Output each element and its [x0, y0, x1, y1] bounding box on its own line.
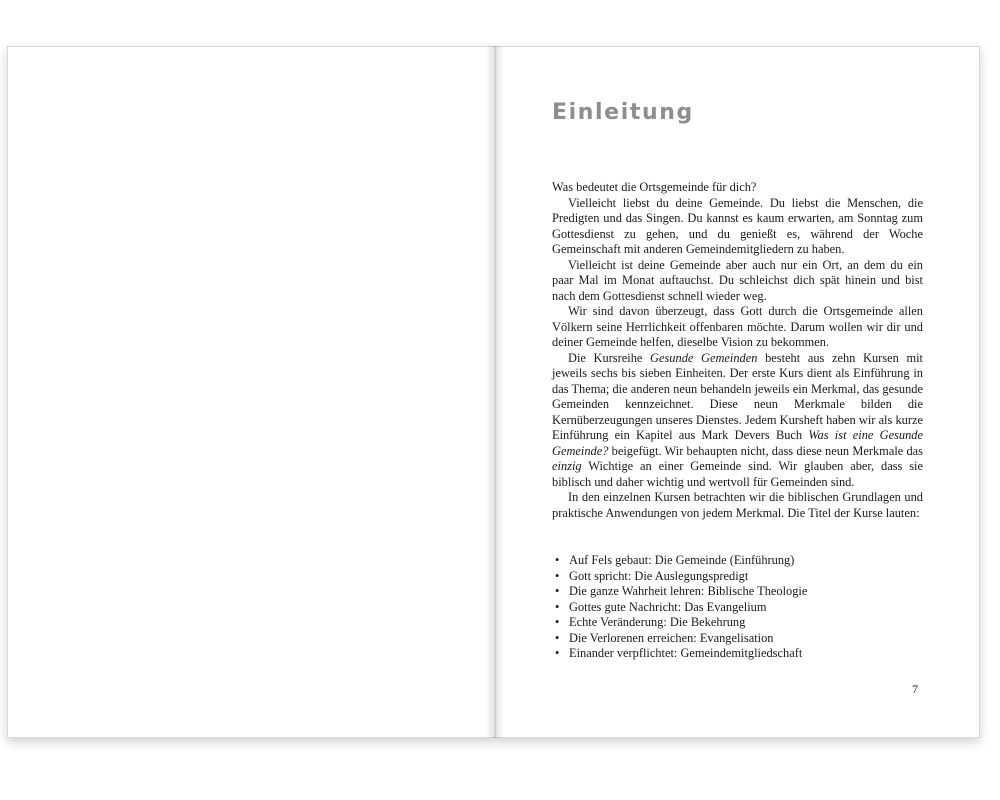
bullet-icon: •: [555, 568, 560, 583]
bullet-icon: •: [555, 630, 560, 645]
series-text-part4: Wichtige an einer Gemeinde sind. Wir glauben aber, dass sie biblisch und daher wichtig und wertvoll für Gemeinden sind.: [552, 459, 923, 489]
left-page: [7, 46, 495, 738]
list-item: [555, 553, 915, 569]
bullet-icon: •: [555, 584, 560, 598]
course-title: Echte Veränderung: Die Bekehrung: [569, 615, 746, 629]
series-text-part1: Die Kursreihe: [568, 350, 651, 365]
list-item: [555, 646, 915, 662]
bullet-icon: •: [555, 553, 560, 567]
series-text-part2: besteht aus zehn Kursen mit jeweils sechs bis sieben Einheiten. Der erste Kurs dient als Einführung in das Thema; die anderen neun behandeln jeweils ein Merkmal, das gesunde Gemeinden kennzeichnet. Diese neun Merkmale bilden die Kernüberzeugungen unseres Dienstes. Jedem Kursheft haben wir als kurze Einführung ein Kapitel aus Mark Devers Buch: [552, 350, 923, 442]
opening-question: Was bedeutet die Ortsgemeinde für dich?: [552, 180, 757, 194]
course-title: Die Verlorenen erreichen: Evangelisation: [569, 630, 774, 645]
list-item: [555, 584, 915, 600]
course-title: Die ganze Wahrheit lehren: Biblische Theologie: [569, 584, 808, 598]
course-title: Gott spricht: Die Auslegungspredigt: [569, 568, 749, 583]
series-name: Gesunde Gemeinden: [650, 350, 758, 365]
list-item: [555, 569, 915, 585]
paragraph-occasional-attendance: Vielleicht ist deine Gemeinde aber auch nur ein Ort, an dem du ein paar Mal im Monat auftauchst. Du schleichst dich spät hinein und bist nach dem Gottesdienst schnell wieder weg.: [552, 257, 923, 303]
list-item: [555, 600, 915, 616]
emphasis-word: einzig: [552, 459, 582, 473]
series-text-part3: beigefügt. Wir behaupten nicht, dass diese neun Merkmale das: [608, 443, 923, 458]
bullet-icon: •: [555, 646, 560, 660]
paragraph-course-series: [552, 351, 923, 491]
chapter-body: [552, 180, 923, 521]
paragraph-courses-intro: In den einzelnen Kursen betrachten wir die biblischen Grundlagen und praktische Anwendungen von jedem Merkmal. Die Titel der Kurse lauten:: [552, 490, 923, 520]
course-title: Gottes gute Nachricht: Das Evangelium: [569, 599, 767, 614]
course-title: Einander verpflichtet: Gemeindemitgliedschaft: [569, 646, 803, 660]
book-title: Was ist eine Gesunde Gemeinde?: [552, 428, 923, 458]
paragraph-conviction: Wir sind davon überzeugt, dass Gott durch die Ortsgemeinde allen Völkern seine Herrlichkeit offenbaren möchte. Darum wollen wir dir und deiner Gemeinde helfen, dieselbe Vision zu bekommen.: [552, 304, 923, 349]
chapter-title: Einleitung: [552, 100, 694, 125]
page-number: 7: [912, 682, 918, 696]
book-gutter: [485, 46, 505, 738]
list-item: [555, 631, 915, 647]
paragraph-love-church: Vielleicht liebst du deine Gemeinde. Du liebst die Menschen, die Predigten und das Singen. Du kannst es kaum erwarten, am Sonntag zum Gottesdienst zu gehen, und du genießt es, während der Woche Gemeinschaft mit anderen Gemeindemitgliedern zu haben.: [552, 195, 923, 256]
bullet-icon: •: [555, 615, 560, 629]
bullet-icon: •: [555, 599, 560, 614]
course-list: [555, 553, 915, 662]
list-item: [555, 615, 915, 631]
course-title: Auf Fels gebaut: Die Gemeinde (Einführung): [569, 553, 795, 567]
